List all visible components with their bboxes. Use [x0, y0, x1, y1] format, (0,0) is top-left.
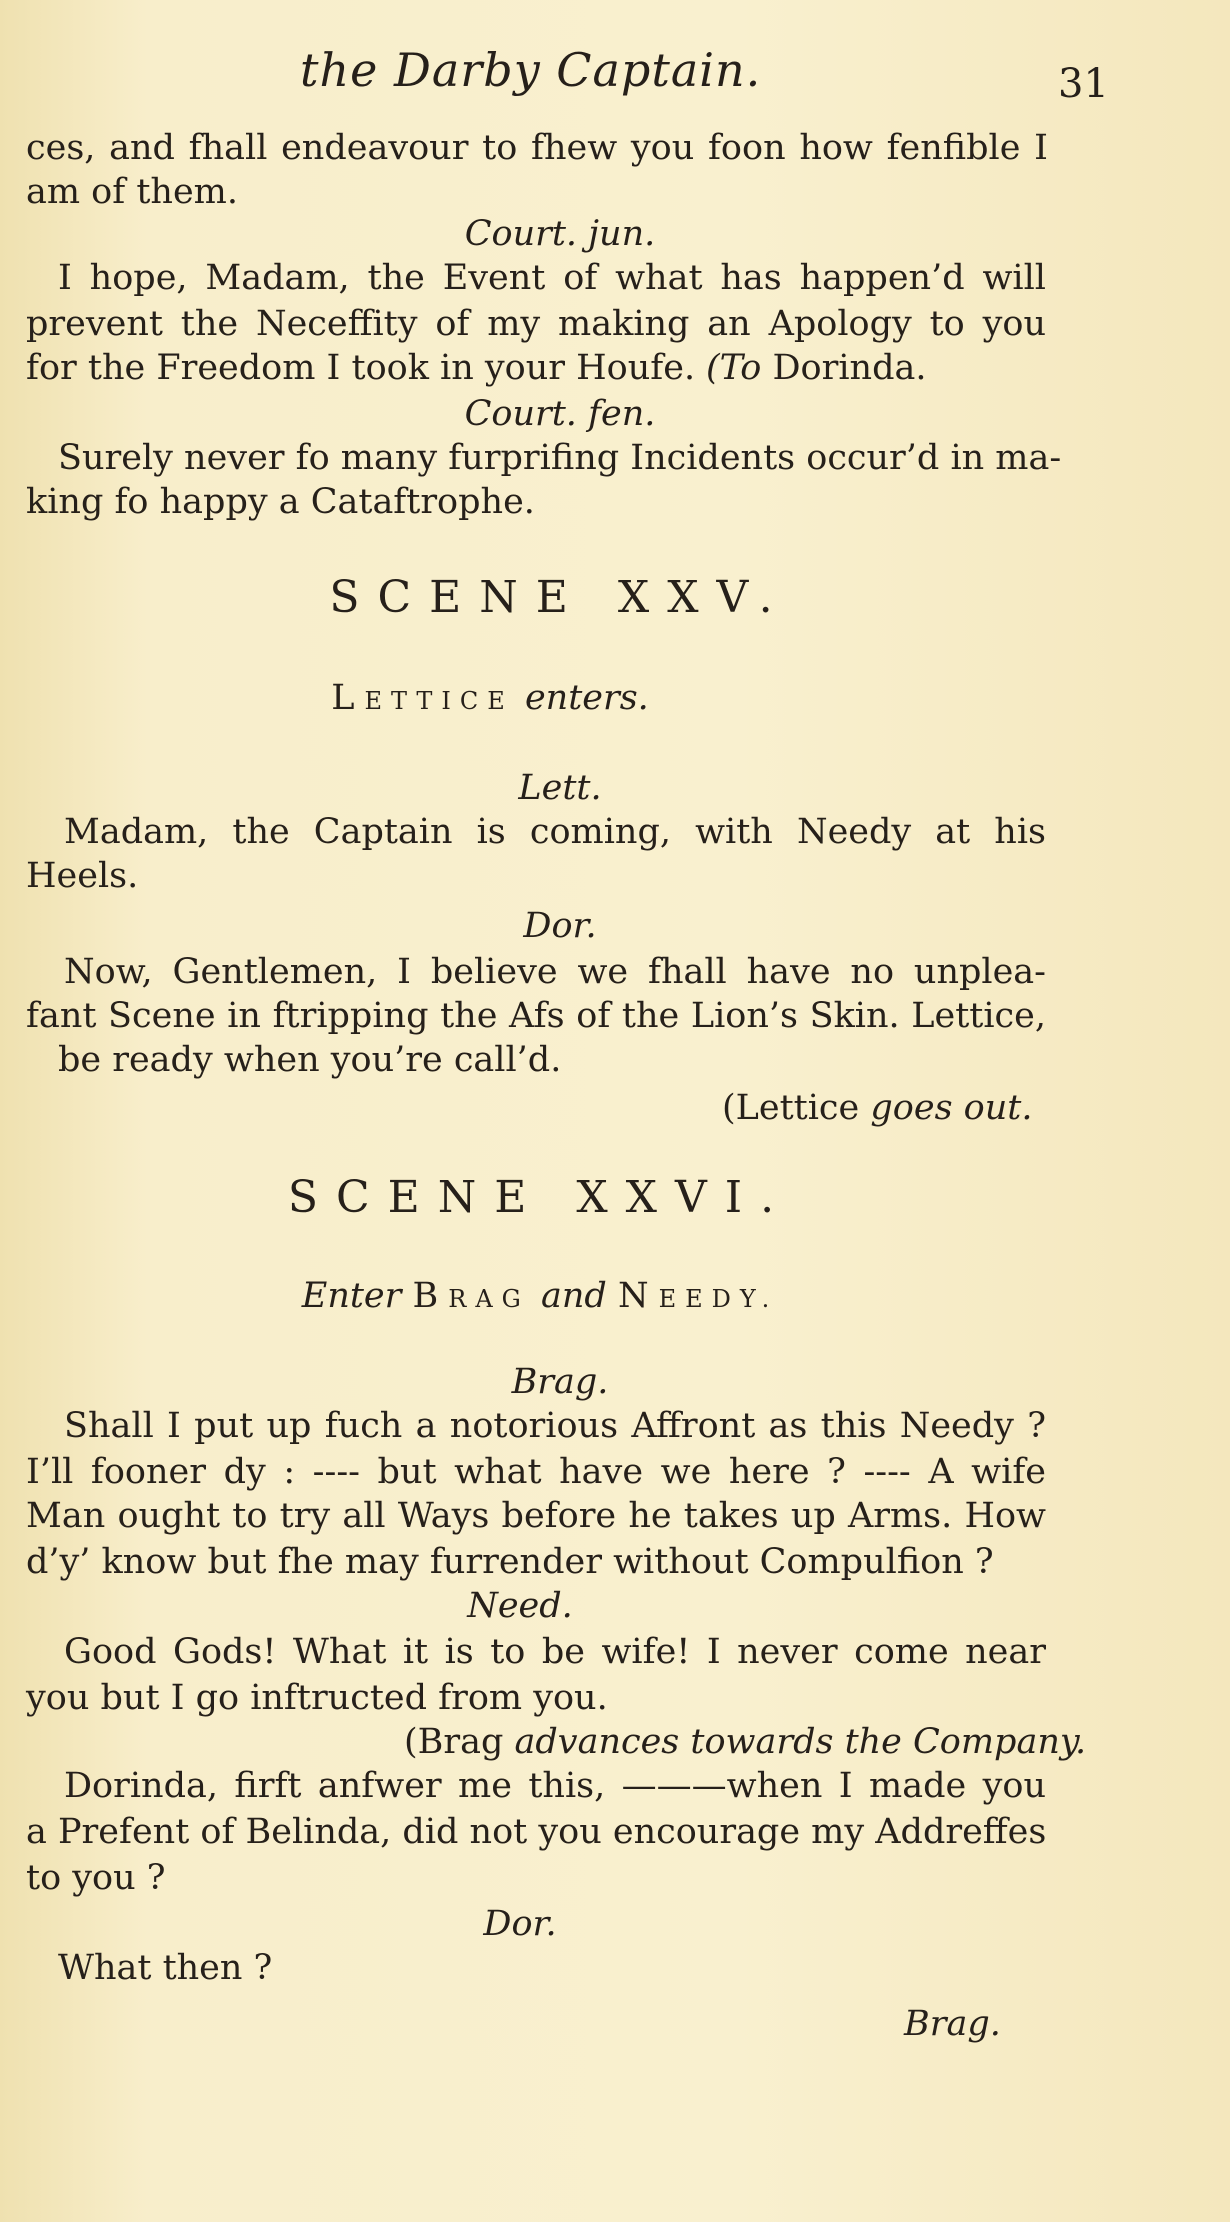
speaker-label: Lett.: [518, 768, 602, 808]
text-line: you but I go inftructed from you.: [26, 1678, 608, 1718]
entry-direction: [230, 676, 750, 723]
text-line: a Prefent of Belinda, did not you encourage my Addreffes: [26, 1812, 1047, 1852]
text-line: fant Scene in ftripping the Afs of the Lion’s Skin. Lettice,: [26, 996, 1046, 1036]
text-line: I’ll fooner dy : ---- but what have we here ? ---- A wife: [26, 1452, 1046, 1492]
entry-verb: enters.: [524, 678, 649, 718]
stage-direction-name: (Brag: [404, 1722, 504, 1762]
stage-direction: [706, 346, 927, 390]
text-line: am of them.: [26, 172, 238, 212]
text-line: ces, and fhall endeavour to fhew you foon how fenfible I: [26, 128, 1048, 168]
text-line: be ready when you’re call’d.: [58, 1040, 562, 1080]
text-line: Now, Gentlemen, I believe we fhall have no unplea-: [64, 952, 1046, 992]
catchword: Brag.: [904, 2004, 1001, 2044]
running-head: the Darby Captain.: [300, 43, 762, 97]
text-line: I hope, Madam, the Event of what has happen’d will: [58, 258, 1046, 298]
speaker-label: Court. jun.: [464, 214, 656, 254]
stage-direction-action: goes out.: [870, 1088, 1033, 1128]
speaker-label: Court. fen.: [464, 394, 656, 434]
stage-direction-name: (Lettice: [722, 1088, 860, 1128]
text-line: Dorinda, firft anfwer me this, ———when I made you: [64, 1766, 1046, 1806]
character-name: RAG: [448, 1285, 530, 1313]
text-line: Man ought to try all Ways before he takes up Arms. How: [26, 1496, 1046, 1536]
speaker-label: Dor.: [483, 1904, 557, 1944]
speaker-label: Brag.: [511, 1362, 609, 1402]
text-line: Madam, the Captain is coming, with Needy at his: [64, 812, 1046, 852]
text-line: Good Gods! What it is to be wife! I never come near: [64, 1632, 1046, 1672]
text-line: for the Freedom I took in your Houfe.: [26, 348, 696, 388]
scene-heading: SCENE XXV.: [329, 572, 791, 623]
page-number: 31: [1058, 61, 1109, 107]
text-line: d’y’ know but fhe may furrender without Compulfion ?: [26, 1542, 994, 1582]
stage-direction-action: advances towards the Company.: [514, 1722, 1087, 1762]
character-initial: B: [412, 1276, 449, 1316]
text-line: prevent the Neceffity of my making an Apology to you: [26, 304, 1046, 344]
character-initial: N: [617, 1276, 659, 1316]
scene-heading: SCENE XXVI.: [287, 1172, 793, 1223]
conjunction: and: [540, 1276, 607, 1316]
character-initial: L: [331, 678, 365, 718]
stage-direction: [722, 1086, 1032, 1130]
stage-direction: [404, 1720, 1086, 1764]
entry-direction: [200, 1274, 880, 1321]
character-name: EEDY.: [658, 1285, 779, 1313]
stage-direction-name: Dorinda.: [772, 348, 927, 388]
character-name: ETTICE: [364, 687, 514, 715]
text-line: king fo happy a Cataftrophe.: [26, 482, 535, 522]
stage-direction-paren: (To: [706, 348, 762, 388]
text-line: to you ?: [26, 1858, 166, 1898]
text-line: What then ?: [58, 1948, 273, 1988]
speaker-label: Dor.: [523, 906, 597, 946]
entry-verb: Enter: [301, 1276, 402, 1316]
text-line: Shall I put up fuch a notorious Affront as this Needy ?: [64, 1406, 1046, 1446]
text-line: Surely never fo many furprifing Incidents occur’d in ma-: [58, 438, 1062, 478]
text-line: Heels.: [26, 856, 139, 896]
speaker-label: Need.: [467, 1586, 573, 1626]
